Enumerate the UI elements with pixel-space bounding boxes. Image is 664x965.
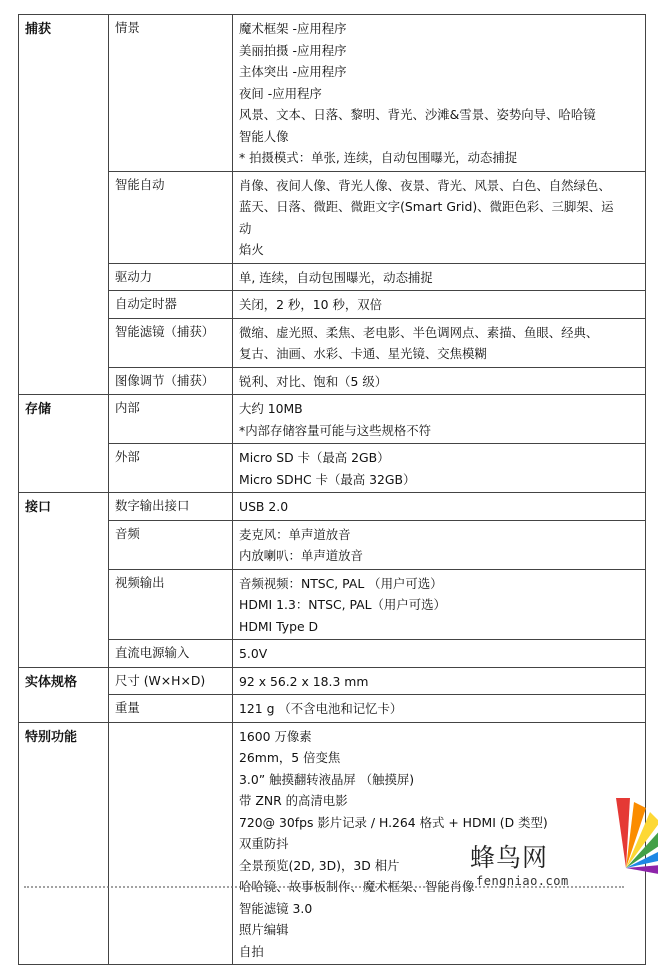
spec-label-cell: 内部	[109, 395, 233, 444]
spec-row	[19, 667, 646, 695]
spec-value-line: 美丽拍摄 -应用程序	[239, 42, 347, 58]
spec-value-line: 复古、油画、水彩、卡通、星光镜、交焦模糊	[239, 346, 487, 361]
spec-value-cell	[233, 667, 646, 695]
spec-value-line: 单, 连续，自动包围曝光，动态捕捉	[239, 269, 433, 285]
spec-value-line: 智能滤镜 3.0	[239, 900, 313, 916]
spec-label-cell: 图像调节（捕获）	[109, 367, 233, 395]
spec-label-cell: 数字输出接口	[109, 493, 233, 521]
spec-value-cell	[233, 291, 646, 319]
spec-value-line: 5.0V	[239, 646, 268, 661]
spec-value-line: 风景、文本、日落、黎明、背光、沙滩&雪景、姿势向导、哈哈镜	[239, 107, 596, 122]
spec-value-line: 内放喇叭：单声道放音	[239, 548, 363, 563]
spec-value-line: 带 ZNR 的高清电影	[239, 793, 348, 808]
spec-label-cell: 直流电源输入	[109, 640, 233, 668]
spec-value-cell	[233, 444, 646, 493]
spec-label-cell: 视频输出	[109, 569, 233, 640]
watermark-brand: 蜂鸟网	[470, 843, 549, 872]
spec-row	[19, 395, 646, 444]
spec-value-line: 动	[239, 220, 252, 236]
spec-label-cell	[109, 722, 233, 965]
spec-value-line: 哈哈镜、故事板制作、魔术框架、智能肖像	[239, 879, 475, 894]
spec-label-cell: 自动定时器	[109, 291, 233, 319]
spec-row	[19, 493, 646, 521]
spec-value-cell	[233, 15, 646, 172]
spec-label-cell: 驱动力	[109, 263, 233, 291]
spec-value-line: HDMI 1.3：NTSC, PAL（用户可选）	[239, 597, 446, 612]
spec-label-cell: 尺寸 (W×H×D)	[109, 667, 233, 695]
category-cell: 特别功能	[19, 722, 109, 965]
spec-value-line: 92 x 56.2 x 18.3 mm	[239, 673, 369, 689]
spec-value-cell	[233, 263, 646, 291]
spec-value-line: 蓝天、日落、微距、微距文字(Smart Grid)、微距色彩、三脚架、运	[239, 199, 614, 214]
spec-value-line: 3.0” 触摸翻转液晶屏 （触摸屏)	[239, 771, 415, 787]
spec-value-line: *内部存储容量可能与这些规格不符	[239, 422, 432, 438]
spec-value-line: 全景预览(2D, 3D)，3D 相片	[239, 857, 400, 873]
spec-value-cell	[233, 569, 646, 640]
spec-row	[19, 318, 646, 367]
spec-row	[19, 15, 646, 172]
spec-value-line: 26mm，5 倍变焦	[239, 750, 341, 765]
category-cell: 接口	[19, 493, 109, 668]
spec-value-line: 自拍	[239, 943, 264, 959]
spec-value-line: 魔术框架 -应用程序	[239, 21, 347, 36]
spec-row	[19, 569, 646, 640]
spec-value-line: 焰火	[239, 242, 264, 257]
spec-value-line: 720@ 30fps 影片记录 / H.264 格式 + HDMI (D 类型)	[239, 814, 548, 830]
spec-label-cell: 重量	[109, 695, 233, 723]
category-cell: 捕获	[19, 15, 109, 395]
spec-row	[19, 695, 646, 723]
category-cell: 存储	[19, 395, 109, 493]
spec-value-cell	[233, 171, 646, 263]
spec-value-line: 智能人像	[239, 128, 289, 144]
spec-value-line: 锐利、对比、饱和（5 级）	[239, 373, 388, 389]
spec-value-line: 音频视频：NTSC, PAL （用户可选）	[239, 575, 443, 591]
spec-row	[19, 640, 646, 668]
spec-value-line: Micro SDHC 卡（最高 32GB）	[239, 471, 416, 487]
spec-value-line: * 拍摄模式：单张, 连续，自动包围曝光，动态捕捉	[239, 150, 518, 165]
spec-value-line: 大约 10MB	[239, 401, 303, 416]
spec-row	[19, 444, 646, 493]
spec-row	[19, 291, 646, 319]
spec-value-line: HDMI Type D	[239, 618, 319, 634]
spec-label-cell: 外部	[109, 444, 233, 493]
spec-row	[19, 263, 646, 291]
spec-label-cell: 智能自动	[109, 171, 233, 263]
spec-value-line: 关闭，2 秒，10 秒，双倍	[239, 297, 383, 312]
spec-value-line: 夜间 -应用程序	[239, 85, 322, 101]
spec-value-line: 麦克风：单声道放音	[239, 526, 351, 542]
spec-value-line: 1600 万像素	[239, 728, 312, 744]
watermark-url: fengniao.com	[476, 874, 569, 888]
spec-row	[19, 520, 646, 569]
spec-value-line: 微缩、虚光照、柔焦、老电影、半色调网点、素描、鱼眼、经典、	[239, 324, 599, 340]
spec-row	[19, 367, 646, 395]
spec-value-line: 主体突出 -应用程序	[239, 64, 347, 79]
spec-value-cell	[233, 367, 646, 395]
spec-row	[19, 171, 646, 263]
spec-label-cell: 情景	[109, 15, 233, 172]
category-cell: 实体规格	[19, 667, 109, 722]
spec-value-line: 肖像、夜间人像、背光人像、夜景、背光、风景、白色、自然绿色、	[239, 177, 611, 193]
spec-value-line: USB 2.0	[239, 499, 289, 514]
spec-value-cell	[233, 318, 646, 367]
spec-label-cell: 智能滤镜（捕获）	[109, 318, 233, 367]
spec-value-line: Micro SD 卡（最高 2GB）	[239, 450, 390, 465]
spec-value-cell	[233, 640, 646, 668]
spec-value-cell	[233, 395, 646, 444]
spec-value-cell	[233, 520, 646, 569]
spec-label-cell: 音频	[109, 520, 233, 569]
spec-value-line: 121 g （不含电池和记忆卡）	[239, 701, 403, 716]
spec-value-line: 双重防抖	[239, 836, 289, 851]
spec-value-cell	[233, 493, 646, 521]
spec-value-cell	[233, 695, 646, 723]
spec-value-line: 照片编辑	[239, 922, 289, 937]
